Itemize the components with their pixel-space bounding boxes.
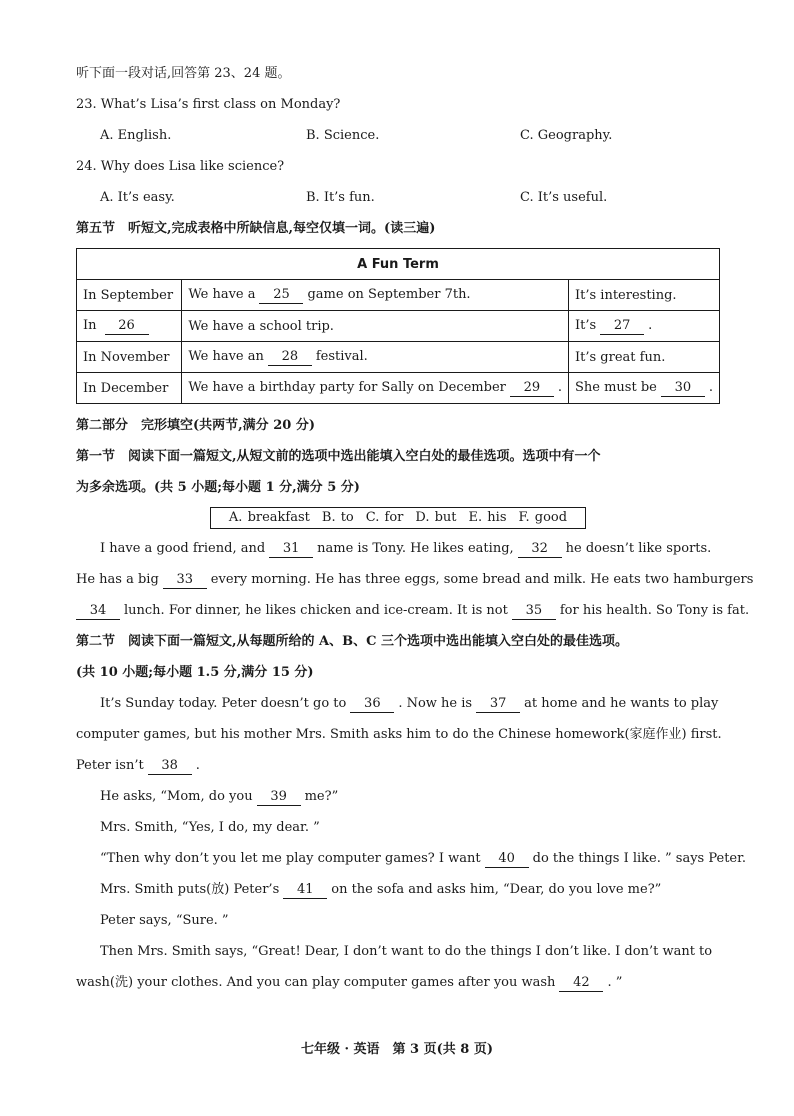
answer-blank-42[interactable]: 42 — [559, 975, 603, 992]
q24-option-a[interactable]: A. It’s easy. — [100, 190, 175, 205]
cell-text: In — [83, 317, 97, 333]
passage-2-line-10 — [76, 967, 720, 998]
answer-blank-28[interactable]: 28 — [268, 349, 312, 366]
passage-text: every morning. He has three eggs, some bread and milk. He eats two hamburgers — [210, 572, 754, 587]
passage-text: I have a good friend, and — [100, 541, 266, 556]
table-cell: It’s great fun. — [569, 342, 720, 373]
passage-2-line-1 — [76, 688, 720, 719]
cell-text: . — [648, 317, 653, 333]
table-cell: In November — [77, 342, 182, 373]
word-option-d: D. but — [415, 510, 457, 525]
answer-blank-30[interactable]: 30 — [661, 380, 705, 397]
exam-page — [76, 58, 754, 998]
table-cell — [569, 311, 720, 342]
passage-text: . ” — [607, 975, 623, 990]
answer-blank-35[interactable]: 35 — [512, 603, 556, 620]
passage-text: do the things I like. ” says Peter. — [532, 851, 747, 866]
table-cell — [182, 280, 569, 311]
answer-blank-40[interactable]: 40 — [485, 851, 529, 868]
cell-text: game on September 7th. — [307, 286, 471, 302]
answer-blank-32[interactable]: 32 — [518, 541, 562, 558]
cell-text: . — [557, 379, 562, 395]
question-24-options — [76, 182, 720, 213]
answer-blank-26[interactable]: 26 — [105, 318, 149, 335]
passage-text: he doesn’t like sports. — [565, 541, 712, 556]
passage-text: Mrs. Smith puts(放) Peter’s — [100, 882, 280, 897]
table-cell: In September — [77, 280, 182, 311]
answer-blank-38[interactable]: 38 — [148, 758, 192, 775]
passage-2-line-9: Then Mrs. Smith says, “Great! Dear, I don’t want to do the things I don’t like. I don’t want to — [100, 944, 713, 959]
table-row — [77, 342, 720, 373]
table-row — [77, 280, 720, 311]
q24-option-b[interactable]: B. It’s fun. — [306, 190, 375, 205]
passage-text: . — [195, 758, 200, 773]
section-2-heading-line-2: (共 10 小题;每小题 1.5 分,满分 15 分) — [76, 665, 314, 680]
answer-blank-41[interactable]: 41 — [283, 882, 327, 899]
passage-text: lunch. For dinner, he likes chicken and ice-cream. It is not — [124, 603, 508, 618]
q23-option-b[interactable]: B. Science. — [306, 128, 380, 143]
table-cell — [182, 373, 569, 404]
word-option-c: C. for — [365, 510, 404, 525]
table-row — [77, 311, 720, 342]
question-23-options — [76, 120, 720, 151]
passage-1-line-3 — [76, 595, 750, 626]
passage-text: It’s Sunday today. Peter doesn’t go to — [100, 696, 347, 711]
cell-text: festival. — [315, 348, 368, 364]
word-option-e: E. his — [468, 510, 507, 525]
answer-blank-36[interactable]: 36 — [350, 696, 394, 713]
word-option-b: B. to — [321, 510, 354, 525]
passage-text: on the sofa and asks him, “Dear, do you love me?” — [331, 882, 662, 897]
answer-blank-39[interactable]: 39 — [257, 789, 301, 806]
section-2-heading-line-1: 第二节 阅读下面一篇短文,从每题所给的 A、B、C 三个选项中选出能填入空白处的最佳选项。 — [76, 634, 628, 649]
word-options-box — [210, 507, 586, 529]
passage-2-line-3 — [76, 750, 720, 781]
table-cell: We have a school trip. — [182, 311, 569, 342]
passage-text: Peter isn’t — [76, 758, 144, 773]
passage-1-line-1 — [76, 533, 720, 564]
question-24-stem: 24. Why does Lisa like science? — [76, 159, 285, 174]
section-5-heading: 第五节 听短文,完成表格中所缺信息,每空仅填一词。(读三遍) — [76, 221, 436, 236]
passage-2-line-8: Peter says, “Sure. ” — [100, 913, 229, 928]
cell-text: It’s — [575, 317, 597, 333]
passage-text: name is Tony. He likes eating, — [317, 541, 514, 556]
q23-option-c[interactable]: C. Geography. — [520, 128, 613, 143]
section-1-heading-line-2: 为多余选项。(共 5 小题;每小题 1 分,满分 5 分) — [76, 480, 360, 495]
listening-intro: 听下面一段对话,回答第 23、24 题。 — [76, 66, 291, 81]
answer-blank-37[interactable]: 37 — [476, 696, 520, 713]
cell-text: We have an — [188, 348, 264, 364]
passage-text: me?” — [304, 789, 339, 804]
passage-text: He asks, “Mom, do you — [100, 789, 253, 804]
word-option-f: F. good — [518, 510, 568, 525]
passage-2-line-4 — [76, 781, 720, 812]
question-23-stem: 23. What’s Lisa’s first class on Monday? — [76, 97, 341, 112]
cell-text: She must be — [575, 379, 657, 395]
q24-option-c[interactable]: C. It’s useful. — [520, 190, 608, 205]
part-2-heading: 第二部分 完形填空(共两节,满分 20 分) — [76, 418, 315, 433]
passage-1-line-2 — [76, 564, 754, 595]
passage-text: at home and he wants to play — [524, 696, 719, 711]
table-cell — [569, 373, 720, 404]
passage-text: . Now he is — [398, 696, 473, 711]
page-footer: 七年级 · 英语 第 3 页(共 8 页) — [300, 1042, 494, 1057]
q23-option-a[interactable]: A. English. — [100, 128, 172, 143]
cell-text: We have a — [188, 286, 256, 302]
cell-text: . — [708, 379, 713, 395]
fun-term-table — [76, 248, 720, 404]
answer-blank-25[interactable]: 25 — [259, 287, 303, 304]
passage-text: “Then why don’t you let me play computer games? I want — [100, 851, 481, 866]
cell-text: We have a birthday party for Sally on December — [188, 379, 506, 395]
table-cell: It’s interesting. — [569, 280, 720, 311]
word-option-a: A. breakfast — [228, 510, 310, 525]
table-cell: In December — [77, 373, 182, 404]
passage-2-line-5: Mrs. Smith, “Yes, I do, my dear. ” — [100, 820, 320, 835]
table-cell — [182, 342, 569, 373]
passage-text: wash(洗) your clothes. And you can play computer games after you wash — [76, 975, 556, 990]
answer-blank-29[interactable]: 29 — [510, 380, 554, 397]
table-cell — [77, 311, 182, 342]
passage-2-line-6 — [76, 843, 747, 874]
answer-blank-27[interactable]: 27 — [600, 318, 644, 335]
passage-2-line-2: computer games, but his mother Mrs. Smith asks him to do the Chinese homework(家庭作业) first. — [76, 727, 722, 742]
passage-text: for his health. So Tony is fat. — [559, 603, 750, 618]
table-title: A Fun Term — [77, 249, 720, 280]
answer-blank-31[interactable]: 31 — [269, 541, 313, 558]
answer-blank-34[interactable]: 34 — [76, 603, 120, 620]
passage-2-line-7 — [76, 874, 720, 905]
table-row — [77, 373, 720, 404]
answer-blank-33[interactable]: 33 — [163, 572, 207, 589]
passage-text: He has a big — [76, 572, 159, 587]
section-1-heading-line-1: 第一节 阅读下面一篇短文,从短文前的选项中选出能填入空白处的最佳选项。选项中有一个 — [76, 449, 601, 464]
